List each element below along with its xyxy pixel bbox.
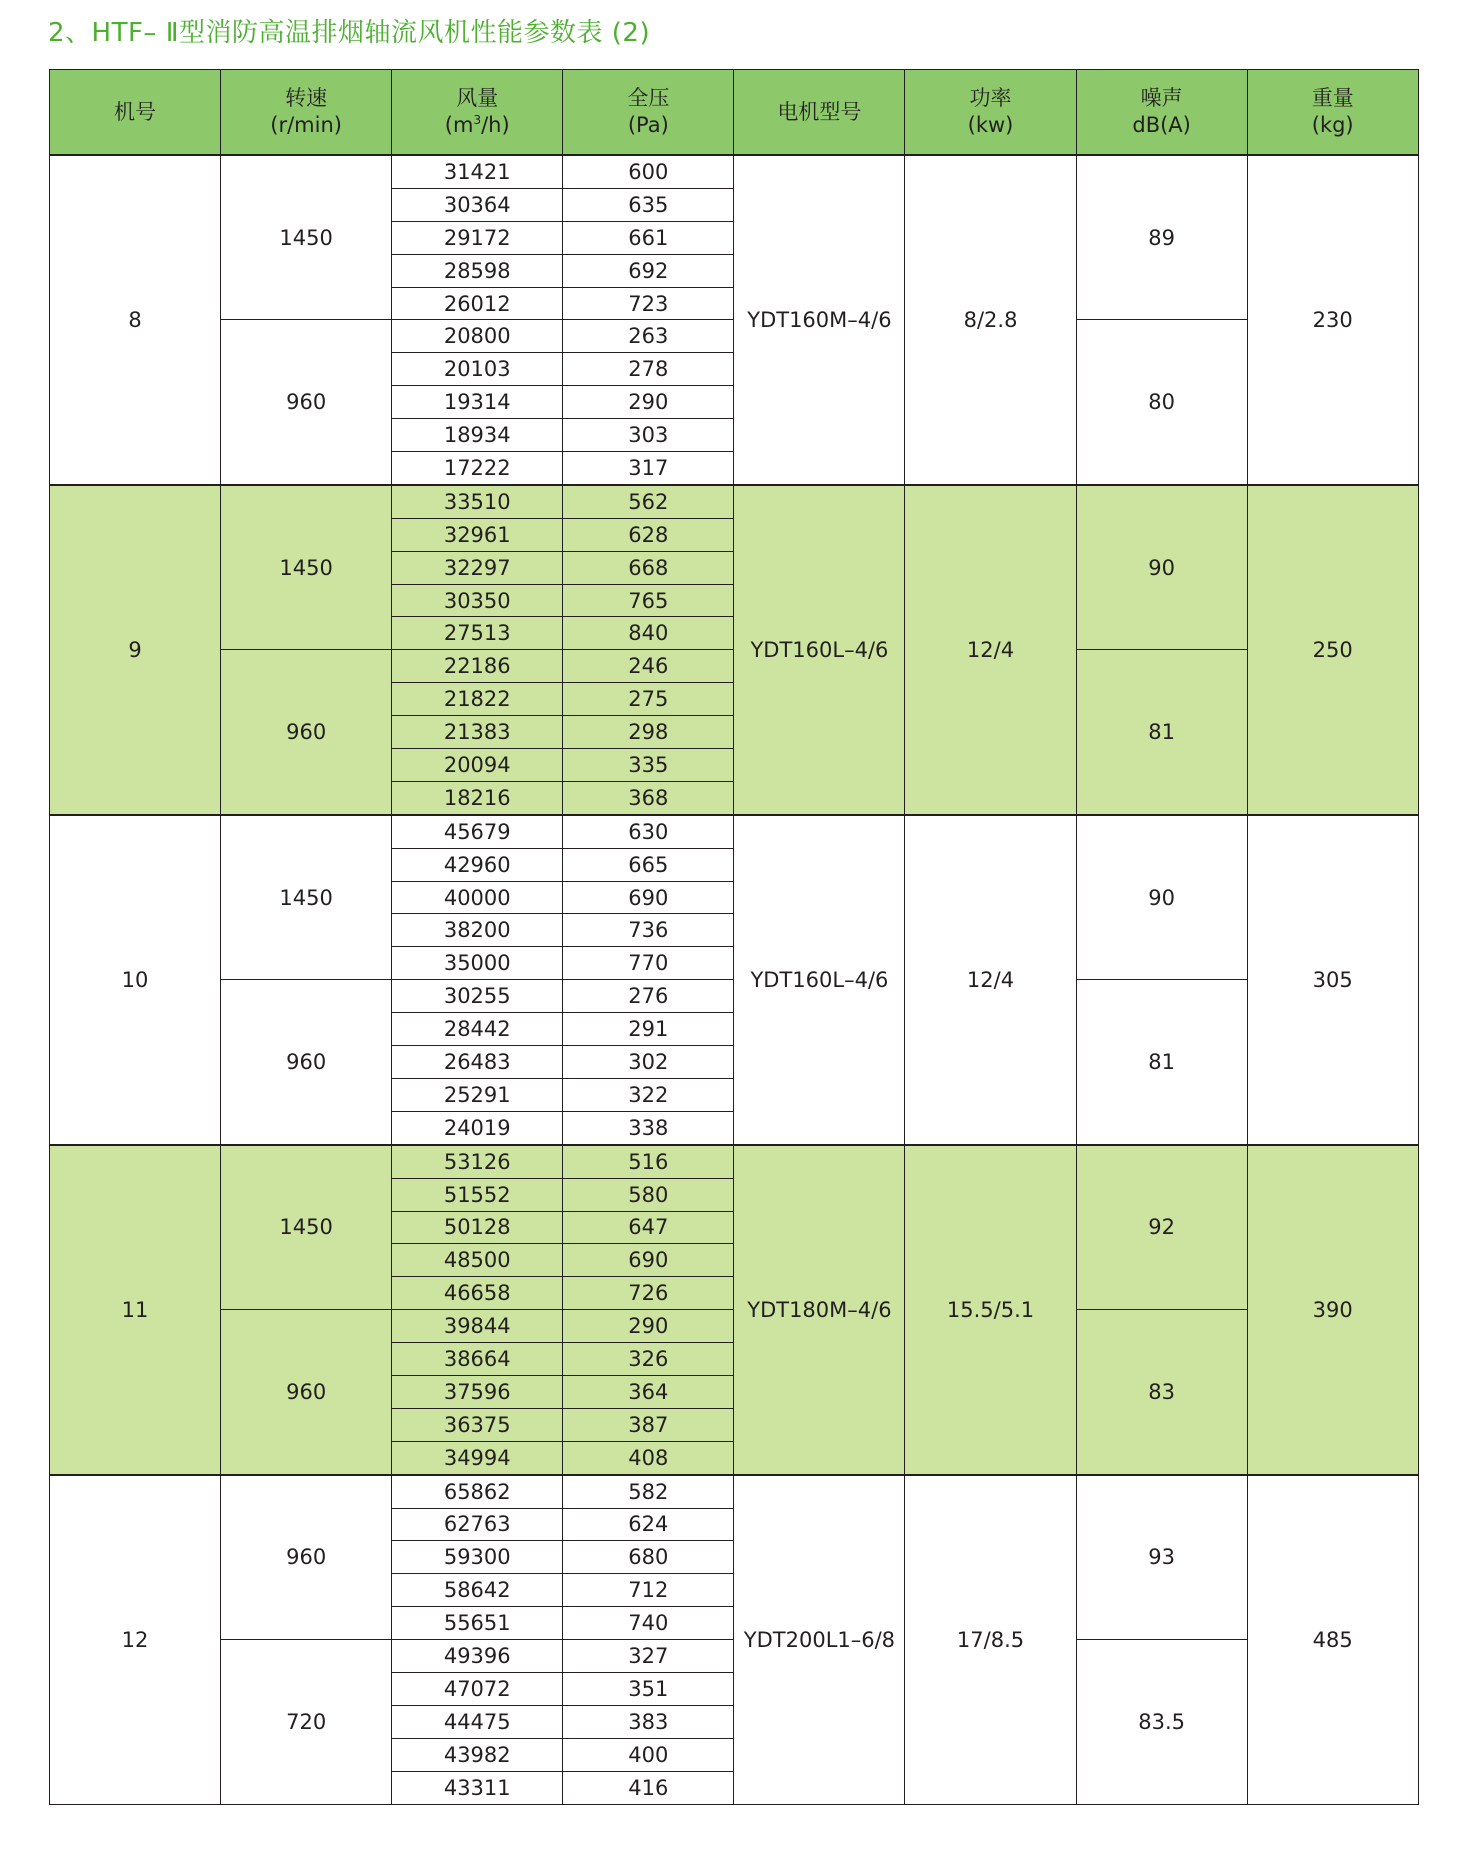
- header-pressure: [563, 70, 734, 156]
- airflow-cell: 20094: [392, 749, 563, 782]
- pressure-cell: 562: [563, 485, 734, 518]
- airflow-cell: 38200: [392, 914, 563, 947]
- header-noise: [1076, 70, 1247, 156]
- airflow-cell: 32961: [392, 518, 563, 551]
- noise-cell: 80: [1076, 320, 1247, 485]
- pressure-cell: 351: [563, 1672, 734, 1705]
- pressure-cell: 840: [563, 617, 734, 650]
- header-speed: [221, 70, 392, 156]
- table-row: [50, 485, 1419, 518]
- airflow-cell: 28598: [392, 254, 563, 287]
- pressure-cell: 278: [563, 353, 734, 386]
- header-machine-no: [50, 70, 221, 156]
- airflow-cell: 30255: [392, 980, 563, 1013]
- pressure-cell: 383: [563, 1705, 734, 1738]
- airflow-cell: 53126: [392, 1145, 563, 1178]
- airflow-cell: 26483: [392, 1046, 563, 1079]
- pressure-cell: 692: [563, 254, 734, 287]
- airflow-cell: 30364: [392, 188, 563, 221]
- machine-group: [50, 155, 1419, 485]
- power-cell: 8/2.8: [905, 155, 1076, 485]
- airflow-cell: 50128: [392, 1211, 563, 1244]
- airflow-cell: 37596: [392, 1375, 563, 1408]
- pressure-cell: 387: [563, 1408, 734, 1441]
- header-motor-label: 电机型号: [777, 99, 862, 124]
- airflow-cell: 62763: [392, 1508, 563, 1541]
- weight-cell: 485: [1247, 1475, 1418, 1804]
- airflow-cell: 24019: [392, 1111, 563, 1144]
- airflow-cell: 25291: [392, 1078, 563, 1111]
- speed-cell: 960: [221, 1475, 392, 1640]
- noise-cell: 83: [1076, 1310, 1247, 1475]
- pressure-cell: 628: [563, 518, 734, 551]
- airflow-cell: 46658: [392, 1277, 563, 1310]
- pressure-cell: 416: [563, 1771, 734, 1804]
- airflow-cell: 40000: [392, 881, 563, 914]
- pressure-cell: 690: [563, 1244, 734, 1277]
- pressure-cell: 712: [563, 1574, 734, 1607]
- airflow-cell: 35000: [392, 947, 563, 980]
- speed-cell: 960: [221, 980, 392, 1145]
- machine-group: [50, 1145, 1419, 1475]
- header-weight-label: 重量: [1311, 86, 1354, 110]
- airflow-cell: 47072: [392, 1672, 563, 1705]
- pressure-cell: 298: [563, 716, 734, 749]
- machine-no-cell: 10: [50, 815, 221, 1145]
- noise-cell: 90: [1076, 815, 1247, 980]
- machine-group: [50, 815, 1419, 1145]
- speed-cell: 1450: [221, 155, 392, 320]
- header-airflow-label: 风量: [456, 86, 499, 110]
- header-speed-label: 转速: [285, 86, 328, 110]
- power-cell: 17/8.5: [905, 1475, 1076, 1804]
- machine-group: [50, 485, 1419, 815]
- airflow-cell: 18216: [392, 781, 563, 814]
- header-weight: [1247, 70, 1418, 156]
- pressure-cell: 263: [563, 320, 734, 353]
- machine-group: [50, 1475, 1419, 1804]
- airflow-cell: 20103: [392, 353, 563, 386]
- speed-cell: 1450: [221, 815, 392, 980]
- table-row: [50, 1475, 1419, 1508]
- speed-cell: 1450: [221, 485, 392, 650]
- pressure-cell: 326: [563, 1343, 734, 1376]
- pressure-cell: 276: [563, 980, 734, 1013]
- header-pressure-label: 全压: [627, 86, 670, 110]
- header-speed-unit: (r/min): [270, 113, 342, 137]
- airflow-cell: 28442: [392, 1013, 563, 1046]
- pressure-cell: 582: [563, 1475, 734, 1508]
- airflow-cell: 33510: [392, 485, 563, 518]
- speed-cell: 960: [221, 1310, 392, 1475]
- noise-cell: 81: [1076, 650, 1247, 815]
- speed-cell: 960: [221, 650, 392, 815]
- airflow-cell: 34994: [392, 1441, 563, 1474]
- header-airflow-unit: [392, 112, 562, 139]
- airflow-cell: 55651: [392, 1607, 563, 1640]
- header-row: [50, 70, 1419, 156]
- airflow-cell: 20800: [392, 320, 563, 353]
- table-header: [50, 70, 1419, 156]
- header-airflow: [392, 70, 563, 156]
- airflow-cell: 21383: [392, 716, 563, 749]
- pressure-cell: 668: [563, 551, 734, 584]
- pressure-cell: 736: [563, 914, 734, 947]
- speed-cell: 960: [221, 320, 392, 485]
- machine-no-cell: 8: [50, 155, 221, 485]
- pressure-cell: 291: [563, 1013, 734, 1046]
- pressure-cell: 516: [563, 1145, 734, 1178]
- pressure-cell: 246: [563, 650, 734, 683]
- pressure-cell: 364: [563, 1375, 734, 1408]
- pressure-cell: 290: [563, 386, 734, 419]
- pressure-cell: 408: [563, 1441, 734, 1474]
- airflow-unit-post: /h): [481, 113, 510, 137]
- pressure-cell: 765: [563, 584, 734, 617]
- header-noise-label: 噪声: [1140, 86, 1183, 110]
- airflow-cell: 51552: [392, 1178, 563, 1211]
- pressure-cell: 302: [563, 1046, 734, 1079]
- pressure-cell: 600: [563, 155, 734, 188]
- motor-model-cell: YDT160L–4/6: [734, 815, 905, 1145]
- pressure-cell: 770: [563, 947, 734, 980]
- motor-model-cell: YDT160M–4/6: [734, 155, 905, 485]
- pressure-cell: 630: [563, 815, 734, 848]
- pressure-cell: 635: [563, 188, 734, 221]
- header-motor: [734, 70, 905, 156]
- airflow-cell: 48500: [392, 1244, 563, 1277]
- motor-model-cell: YDT180M–4/6: [734, 1145, 905, 1475]
- weight-cell: 230: [1247, 155, 1418, 485]
- noise-cell: 92: [1076, 1145, 1247, 1310]
- airflow-cell: 17222: [392, 452, 563, 485]
- speed-cell: 720: [221, 1640, 392, 1804]
- header-pressure-unit: (Pa): [627, 113, 669, 137]
- airflow-cell: 26012: [392, 287, 563, 320]
- pressure-cell: 317: [563, 452, 734, 485]
- page-title: 2、HTF– Ⅱ型消防高温排烟轴流风机性能参数表 (2): [48, 18, 651, 48]
- pressure-cell: 680: [563, 1541, 734, 1574]
- pressure-cell: 275: [563, 683, 734, 716]
- pressure-cell: 338: [563, 1111, 734, 1144]
- pressure-cell: 661: [563, 221, 734, 254]
- airflow-cell: 36375: [392, 1408, 563, 1441]
- machine-no-cell: 9: [50, 485, 221, 815]
- header-power-label: 功率: [969, 86, 1012, 110]
- airflow-cell: 21822: [392, 683, 563, 716]
- machine-no-cell: 12: [50, 1475, 221, 1804]
- airflow-unit-pre: (m: [444, 113, 474, 137]
- pressure-cell: 665: [563, 848, 734, 881]
- airflow-cell: 59300: [392, 1541, 563, 1574]
- pressure-cell: 690: [563, 881, 734, 914]
- header-power-unit: (kw): [967, 113, 1014, 137]
- airflow-cell: 32297: [392, 551, 563, 584]
- power-cell: 15.5/5.1: [905, 1145, 1076, 1475]
- airflow-cell: 49396: [392, 1640, 563, 1673]
- airflow-cell: 19314: [392, 386, 563, 419]
- pressure-cell: 740: [563, 1607, 734, 1640]
- airflow-unit-sup: 3: [473, 113, 482, 127]
- power-cell: 12/4: [905, 485, 1076, 815]
- airflow-cell: 38664: [392, 1343, 563, 1376]
- airflow-cell: 44475: [392, 1705, 563, 1738]
- airflow-cell: 58642: [392, 1574, 563, 1607]
- pressure-cell: 624: [563, 1508, 734, 1541]
- machine-no-cell: 11: [50, 1145, 221, 1475]
- airflow-cell: 65862: [392, 1475, 563, 1508]
- pressure-cell: 322: [563, 1078, 734, 1111]
- noise-cell: 93: [1076, 1475, 1247, 1640]
- noise-cell: 81: [1076, 980, 1247, 1145]
- table-row: [50, 1145, 1419, 1178]
- airflow-cell: 31421: [392, 155, 563, 188]
- pressure-cell: 400: [563, 1738, 734, 1771]
- weight-cell: 390: [1247, 1145, 1418, 1475]
- noise-cell: 90: [1076, 485, 1247, 650]
- pressure-cell: 368: [563, 781, 734, 814]
- header-noise-unit: dB(A): [1132, 113, 1191, 137]
- pressure-cell: 580: [563, 1178, 734, 1211]
- power-cell: 12/4: [905, 815, 1076, 1145]
- motor-model-cell: YDT160L–4/6: [734, 485, 905, 815]
- header-weight-unit: (kg): [1311, 113, 1354, 137]
- airflow-cell: 39844: [392, 1310, 563, 1343]
- airflow-cell: 27513: [392, 617, 563, 650]
- pressure-cell: 723: [563, 287, 734, 320]
- table-row: [50, 815, 1419, 848]
- airflow-cell: 30350: [392, 584, 563, 617]
- pressure-cell: 327: [563, 1640, 734, 1673]
- table-row: [50, 155, 1419, 188]
- speed-cell: 1450: [221, 1145, 392, 1310]
- pressure-cell: 335: [563, 749, 734, 782]
- airflow-cell: 29172: [392, 221, 563, 254]
- header-power: [905, 70, 1076, 156]
- weight-cell: 305: [1247, 815, 1418, 1145]
- pressure-cell: 290: [563, 1310, 734, 1343]
- airflow-cell: 43311: [392, 1771, 563, 1804]
- airflow-cell: 45679: [392, 815, 563, 848]
- pressure-cell: 647: [563, 1211, 734, 1244]
- performance-table: [49, 69, 1419, 1805]
- noise-cell: 83.5: [1076, 1640, 1247, 1804]
- weight-cell: 250: [1247, 485, 1418, 815]
- noise-cell: 89: [1076, 155, 1247, 320]
- airflow-cell: 18934: [392, 419, 563, 452]
- pressure-cell: 726: [563, 1277, 734, 1310]
- pressure-cell: 303: [563, 419, 734, 452]
- airflow-cell: 22186: [392, 650, 563, 683]
- airflow-cell: 42960: [392, 848, 563, 881]
- header-machine-no-label: 机号: [114, 99, 157, 124]
- motor-model-cell: YDT200L1–6/8: [734, 1475, 905, 1804]
- airflow-cell: 43982: [392, 1738, 563, 1771]
